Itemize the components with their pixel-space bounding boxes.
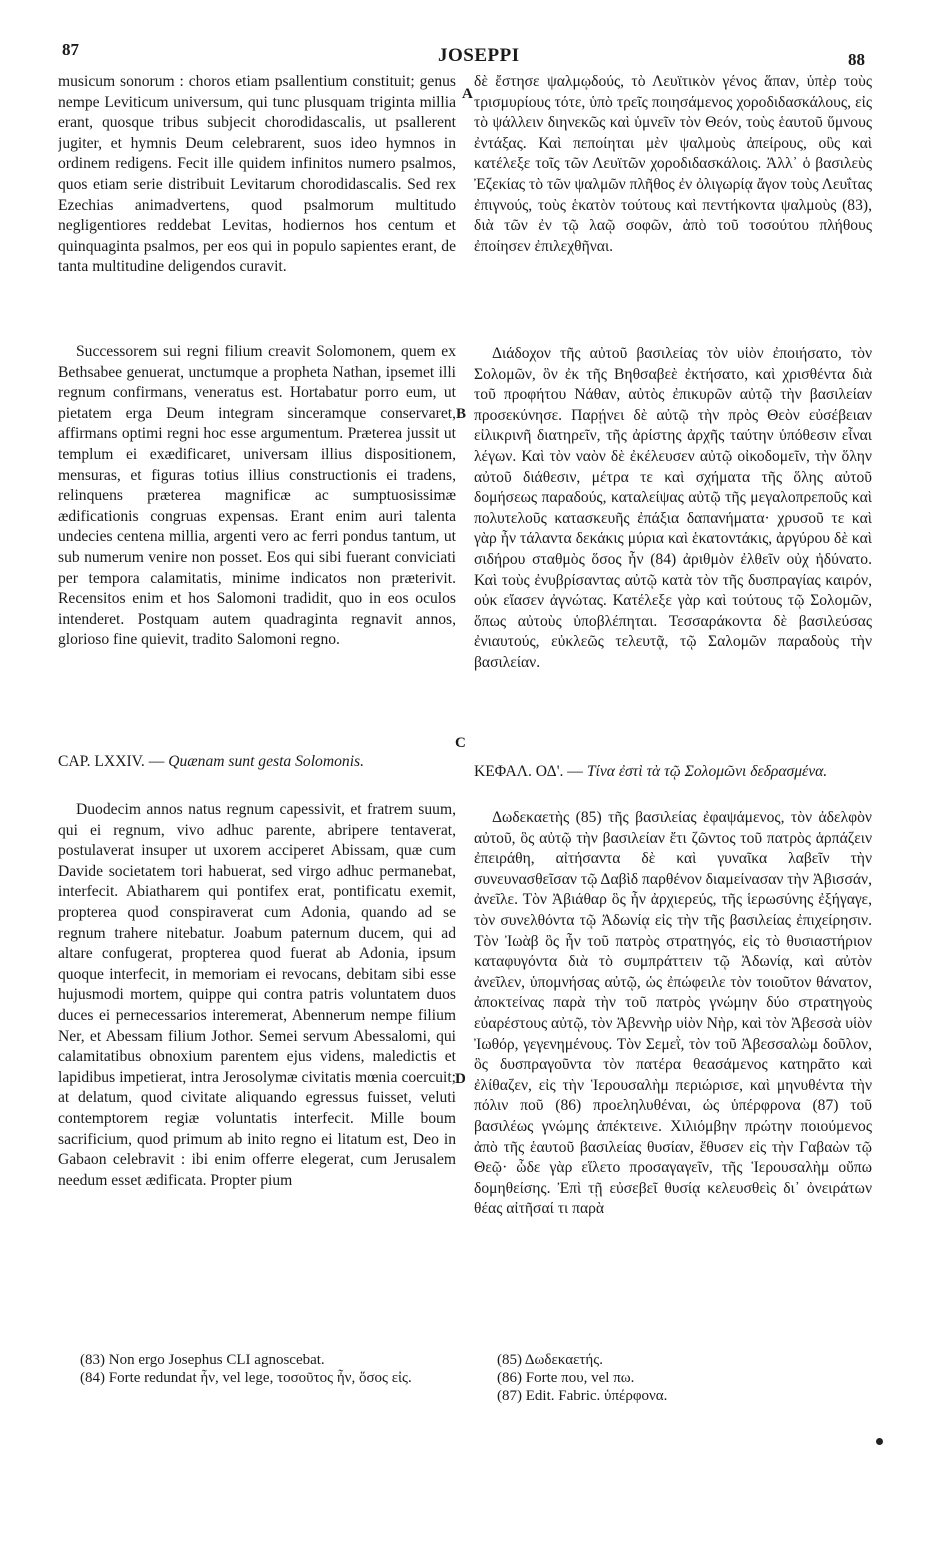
greek-footnote-87: (87) Edit. Fabric. ὑπέρφονα.	[497, 1388, 668, 1404]
latin-chapter-label: CAP. LXXIV. —	[58, 753, 165, 770]
margin-letter-c: C	[455, 735, 466, 751]
latin-paragraph-2	[58, 342, 456, 737]
page-number-right: 88	[848, 50, 865, 69]
running-title: JOSEPPI	[438, 45, 520, 66]
latin-text-1: musicum sonorum : choros etiam psallentium constituit; genus nempe Leviticum universum, qui tunc plusquam triginta millia erant, quosque tribus subjecit chorodidascalis, ut psallerent jugiter, et hymnis Deum celebrarent, suos ideo hymnos in ordinem redigens. Fecit ille quidem infinitos numero psalmos, quos etiam serie distribuit Levitarum chorodidascalis. Sed rex Ezechias animadvertens, quod psalmorum multitudo negligentiores reddebat Levitas, hodiernos hos centum et quinquaginta psalmos, per eos qui in populo sapientes erant, de tanta multitudine deligendos curavit.	[58, 73, 456, 276]
latin-chapter-heading	[58, 752, 456, 773]
greek-chapter-heading	[474, 762, 872, 783]
greek-paragraph-2	[474, 344, 872, 744]
greek-text-2: Διάδοχον τῆς αὐτοῦ βασιλείας τὸν υἱὸν ἐποιήσατο, τὸν Σολομῶν, ὃν ἐκ τῆς Βηθσαβεὲ ἐκτήσατο, καὶ χρισθέντα διὰ τοῦ προφήτου Νάθαν, αὐτὸς ἐπικυρῶν αὐτῷ τὴν βασιλείαν προσεκύνησε. Παρῄνει δὲ αὐτῷ τὴν πρὸς Θεὸν εὐσέβειαν εἰλικρινῆ διατηρεῖν, τῆς ἀρίστης ἀρχῆς ταύτην ὑπόθεσιν εἶναι λέγων. Καὶ τὸν ναὸν δὲ ἐκέλευσεν αὐτῷ οἰκοδομεῖν, τὴν ὅλην αὐτοῦ διάθεσιν, μέτρα τε καὶ σχήματα τῆς ὅλης αὐτοῦ δομήσεως παραδούς, καταλείψας αὐτῷ τῆς μεγαλοπρεποῦς καὶ πολυτελοῦς κατασκευῆς ἐπάξια δαπανήματα· χρυσοῦ τε καὶ γὰρ ἦν τάλαντα δεκάκις μύρια καὶ ἑκατοντάκις, ἀργύρου δὲ καὶ σιδήρου σταθμὸς ὅσος ἦν (84) ἀριθμὸν ἐλθεῖν οὐχ ἠδύνατο. Καὶ τοὺς ἐνυβρίσαντας αὐτῷ κατὰ τὸν τῆς δυσπραγίας καιρόν, οὐκ εἴασεν ἀγνώτας. Κατέλεξε γὰρ καὶ τούτους τῷ Σολομῶν, ὅπως αὐτοὺς ὑποβλέπηται. Τεσσαράκοντα δὲ βασιλεύσας ἐνιαυτούς, εὐκλεῶς τελευτᾷ, τῷ Σαλομῶν παραδοὺς τὴν βασιλείαν.	[474, 345, 872, 671]
page-number-left: 87	[62, 40, 79, 59]
greek-text-1: δὲ ἔστησε ψαλμῳδούς, τὸ Λευϊτικὸν γένος ἅπαν, ὑπὲρ τοὺς τρισμυρίους τότε, ὑπὸ τρεῖς ποιησάμενος χοροδιδασκάλους, εἰς τὸ ψάλλειν διηνεκῶς καὶ ὑμνεῖν τὸν Θεόν, τοὺς ἑαυτοῦ ὕμνους ἐντάξας. Καὶ πεποίηται μὲν ψαλμοὺς ἀπείρους, οὓς καὶ κατέλεξε τοῖς τῶν Λευϊτῶν χοροδιδασκάλοις. Ἀλλ᾽ ὁ βασιλεὺς Ἐζεκίας τὸ τῶν ψαλμῶν πλῆθος ἐν ὀλιγωρίᾳ ἄγον τοὺς Λευΐτας ἐπιγνούς, τοὺς ἑκατὸν τούτους καὶ πεντήκοντα ψαλμοὺς (83), διὰ τῶν ἐν τῷ λαῷ σοφῶν, ἀπὸ τοῦ τοσούτου πλήθους ἐποίησεν ἐπιλεχθῆναι.	[474, 73, 872, 255]
latin-footnote-84: (84) Forte redundat ἦν, vel lege, τοσοῦτος ἦν, ὅσος εἰς.	[80, 1370, 412, 1386]
latin-chapter-title: Quænam sunt gesta Solomonis.	[168, 753, 365, 770]
latin-text-2: Successorem sui regni filium creavit Solomonem, quem ex Bethsabee genuerat, unctumque a propheta Nathan, ipsemet illi regnum confirmans, veneratus est. Hortabatur porro eum, ut pietatem erga Deum integram sinceramque conservaret, affirmans optimi regni hoc esse argumentum. Præterea jussit ut templum ei exædificaret, universam illius dispositionem, mensuras, et figuras totius illius constructionis ei tradens, relinquens præterea magnificæ ac sumptuosissimæ ædificationis congruas expensas. Erant enim auri talenta undecies centena millia, argenti vero ac ferri pondus tantum, ut sub numerum venire non posset. Eos qui sibi fuerant conviciati per tempora calamitatis, minime indicatos non præterivit. Recensitos enim et hos Salomoni tradidit, quo in eos oculos intenderet. Postquam autem quadraginta regnavit annos, glorioso fine quievit, tradito Salomoni regno.	[58, 343, 456, 649]
latin-footnote-83: (83) Non ergo Josephus CLI agnoscebat.	[80, 1352, 325, 1368]
greek-footnote-85: (85) Δωδεκαετής.	[497, 1352, 603, 1368]
greek-text-3: Δωδεκαετὴς (85) τῆς βασιλείας ἐφαψάμενος, τὸν ἀδελφὸν αὐτοῦ, ὃς αὐτῷ τὴν βασιλείαν ἔτι ζῶντος τοῦ πατρὸς ἁρπάζειν ἐπειράθη, αἰτήσαντα δὲ καὶ γυναῖκα λαβεῖν τὴν συνευνασθεῖσαν τῷ Δαβὶδ παρθένον διαμείνασαν τὴν Ἀβισσάν, ἀνεῖλε. Τὸν Ἀβιάθαρ ὃς ἦν ἀρχιερεύς, τῆς ἱερωσύνης ἐξήγαγε, τὸν συνελθόντα τῷ Ἀδωνίᾳ εἰς τὴν τῆς βασιλείας ἐπιχείρησιν. Τὸν Ἰωὰβ ὃς ἦν τοῦ πατρὸς στρατηγός, εἰς τὸ θυσιαστήριον καταφυγόντα διὰ τὸ συμπράττειν τῷ Ἀδωνίᾳ, καὶ αὐτὸν ἀνεῖλεν, ὑπομνήσας αὐτῷ, ὡς ἐπώφειλε τὸν τοιοῦτον θάνατον, ἀποκτείνας παρὰ τὴν τοῦ πατρὸς γνώμην δύο στρατηγοὺς εὐαρέστους αὐτῷ, τὸν Ἀβεννὴρ υἱὸν Νὴρ, καὶ τὸν Ἀβεσσὰ υἱὸν Ἰωθόρ, γεγενημένους. Τὸν Σεμεῒ, τὸν τοῦ Ἀβεσσαλὼμ δοῦλον, ὃς δυσπραγοῦντα τὸν πατέρα θεασάμενος κατηρᾶτο καὶ ἐλίθαζεν, εἰς τὴν Ἱερουσαλὴμ περιώρισε, καὶ μηνυθέντα τὴν πόλιν ποῦ (86) προεληλυθέναι, ὡς ὑπέρφρονα (87) τοῦ βασιλέως γνώμης ἀπέκτεινε. Χιλιόμβην πρώτην ποιούμενος ἀπὸ τῆς ἑαυτοῦ βασιλείας θυσίαν, ἔθυσεν εἰς τὴν Γαβαὼν τῷ Θεῷ· ὧδε γὰρ εἵλετο προσαγαγεῖν, τῆς Ἱερουσαλὴμ οὔπω δομηθείσης. Ἐπὶ τῇ εὐσεβεῖ θυσίᾳ κελευσθεὶς δι᾽ ὀνειράτων θέας αἰτῆσαί τι παρὰ	[474, 809, 872, 1218]
ink-dot	[876, 1438, 883, 1445]
margin-letter-d: D	[455, 1071, 466, 1087]
greek-chapter-title: Τίνα ἐστὶ τὰ τῷ Σολομῶνι δεδρασμένα.	[586, 763, 828, 780]
margin-letter-a: A	[462, 86, 473, 102]
greek-paragraph-1	[474, 72, 872, 304]
greek-footnote-86: (86) Forte που, vel πω.	[497, 1370, 635, 1386]
margin-letter-b: B	[456, 406, 467, 422]
latin-paragraph-3	[58, 800, 456, 1335]
latin-text-3: Duodecim annos natus regnum capessivit, et fratrem suum, qui ei regnum, vivo adhuc parente, abripere tentaverat, postulaverat insuper ut uxorem acciperet Abissam, quæ cum Davide societatem tori habuerat, sed virgo adhuc permanebat, interfecit. Abiatharem qui pontifex erat, pontificatu exemit, propterea quod conspiraverat cum Adonia, quando ad se regnum trahere nitebatur. Joabum paternum ducem, qui ad altare confugerat, propterea quod fuerat ab Adonia, ipsum quoque interfecit, in memoriam ei revocans, debitam sibi esse hujusmodi mortem, quippe qui contra patris voluntatem duos duces ei pernecessarios interemerat, Abennerum nempe filium Ner, et Abessam filium Jothor. Semei servum Abessalomi, qui calamitatibus obnoxium parentem ejus videns, maledictis et lapidibus impetierat, intra Jerosolymæ civitatis mœnia coercuit; at delatum, quod civitate aliquando egressus fuisset, veluti contemptorem regiæ voluntatis interfecit. Mille boum sacrificium, quod primum ab inito regno ei litatum est, Deo in Gabaon celebravit : ibi enim offerre elegerat, cum Jerusalem needum esset ædificata. Propter pium	[58, 801, 456, 1189]
greek-paragraph-3	[474, 808, 872, 1338]
latin-paragraph-1	[58, 72, 456, 337]
greek-chapter-label: ΚΕΦΑΛ. ΟΔ'. —	[474, 763, 583, 780]
